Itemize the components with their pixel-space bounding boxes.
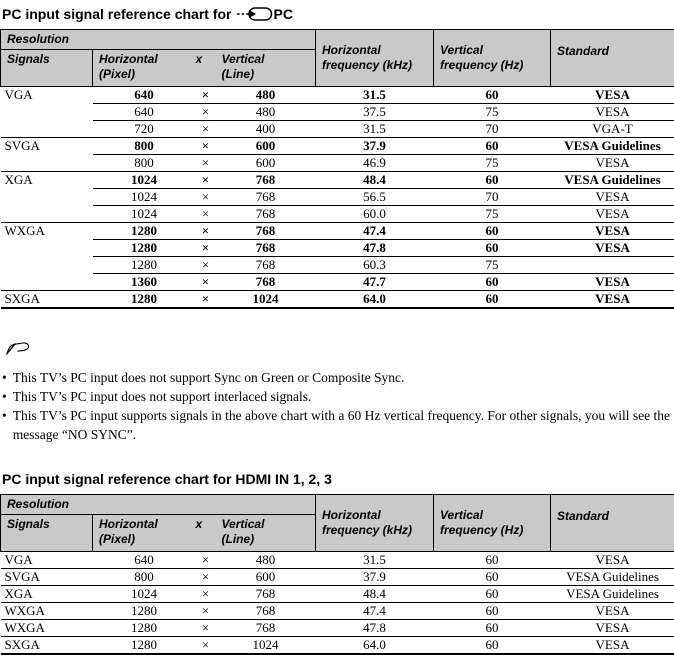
cell-h-frequency: 48.4: [316, 586, 434, 603]
cell-standard: VESA: [551, 603, 674, 620]
bullet-glyph: •: [2, 408, 7, 423]
table-row: [1, 138, 674, 155]
cell-times: ×: [196, 603, 216, 620]
cell-times: ×: [196, 637, 216, 655]
cell-h-frequency: 47.4: [316, 223, 434, 240]
note-text: This TV’s PC input does not support interlaced signals.: [12, 389, 312, 404]
cell-standard: VESA: [551, 87, 674, 104]
cell-vertical-line: 768: [216, 620, 316, 637]
pc-chart-title-text: PC input signal reference chart for: [2, 6, 232, 22]
cell-vertical-line: 600: [216, 138, 316, 155]
cell-times: ×: [196, 240, 216, 257]
hdmi-signal-table-body: [1, 552, 674, 655]
pc-signal-table-header: [1, 30, 674, 87]
header-signals: Signals: [1, 50, 93, 87]
cell-standard: VESA Guidelines: [551, 586, 674, 603]
cell-v-frequency: 60: [434, 172, 551, 189]
cell-signal: WXGA: [1, 603, 93, 620]
cell-signal: VGA: [1, 87, 93, 104]
cell-standard: VESA: [551, 104, 674, 121]
cell-h-frequency: 64.0: [316, 637, 434, 655]
cell-h-frequency: 64.0: [316, 291, 434, 309]
cell-h-frequency: 56.5: [316, 189, 434, 206]
cell-standard: VGA-T: [551, 121, 674, 138]
cell-vertical-line: 600: [216, 569, 316, 586]
cell-vertical-line: 480: [216, 87, 316, 104]
cell-horizontal-pixel: 640: [93, 104, 196, 121]
cell-vertical-line: 768: [216, 257, 316, 274]
pc-chart-title: [2, 6, 674, 22]
cell-signal: [1, 274, 93, 291]
table-row: [1, 240, 674, 257]
cell-h-frequency: 31.5: [316, 87, 434, 104]
cell-horizontal-pixel: 1360: [93, 274, 196, 291]
cell-v-frequency: 70: [434, 189, 551, 206]
cell-signal: WXGA: [1, 620, 93, 637]
cell-signal: SVGA: [1, 138, 93, 155]
cell-signal: SVGA: [1, 569, 93, 586]
pc-input-icon-label: PC: [273, 6, 293, 22]
header-vertical-line: Vertical (Line): [216, 50, 316, 87]
header-times: x: [196, 50, 216, 87]
cell-h-frequency: 31.5: [316, 552, 434, 569]
cell-standard: VESA: [551, 274, 674, 291]
cell-v-frequency: 60: [434, 552, 551, 569]
cell-standard: VESA Guidelines: [551, 569, 674, 586]
cell-v-frequency: 60: [434, 291, 551, 309]
hdmi-chart-title-text: PC input signal reference chart for HDMI IN 1, 2, 3: [2, 471, 332, 487]
cell-horizontal-pixel: 1280: [93, 291, 196, 309]
cell-signal: [1, 189, 93, 206]
cell-horizontal-pixel: 1024: [93, 172, 196, 189]
cell-signal: [1, 104, 93, 121]
cell-standard: VESA: [551, 637, 674, 655]
cell-vertical-line: 480: [216, 552, 316, 569]
cell-v-frequency: 60: [434, 569, 551, 586]
bullet-glyph: •: [2, 370, 7, 385]
cell-standard: VESA Guidelines: [551, 172, 674, 189]
cell-signal: [1, 206, 93, 223]
table-row: [1, 257, 674, 274]
cell-v-frequency: 60: [434, 274, 551, 291]
notes-section: [2, 368, 674, 444]
cell-vertical-line: 768: [216, 586, 316, 603]
table-row: [1, 637, 674, 655]
cell-h-frequency: 31.5: [316, 121, 434, 138]
note-text: This TV’s PC input does not support Sync on Green or Composite Sync.: [12, 370, 405, 385]
table-row: [1, 223, 674, 240]
cell-v-frequency: 60: [434, 87, 551, 104]
cell-horizontal-pixel: 640: [93, 552, 196, 569]
table-row: [1, 155, 674, 172]
cell-horizontal-pixel: 1280: [93, 240, 196, 257]
cell-v-frequency: 60: [434, 637, 551, 655]
cell-times: ×: [196, 274, 216, 291]
bullet-glyph: •: [2, 389, 7, 404]
cell-horizontal-pixel: 720: [93, 121, 196, 138]
cell-vertical-line: 768: [216, 274, 316, 291]
cell-times: ×: [196, 291, 216, 309]
table-row: [1, 291, 674, 309]
header-horizontal-frequency: Horizontal frequency (kHz): [316, 495, 434, 552]
note-item: [2, 368, 674, 387]
cell-signal: SXGA: [1, 291, 93, 309]
cell-vertical-line: 1024: [216, 291, 316, 309]
cell-signal: XGA: [1, 172, 93, 189]
cell-times: ×: [196, 172, 216, 189]
cell-vertical-line: 768: [216, 603, 316, 620]
hdmi-signal-table-header: [1, 495, 674, 552]
cell-h-frequency: 60.0: [316, 206, 434, 223]
cell-horizontal-pixel: 800: [93, 138, 196, 155]
cell-vertical-line: 768: [216, 240, 316, 257]
cell-times: ×: [196, 155, 216, 172]
cell-h-frequency: 37.9: [316, 569, 434, 586]
header-horizontal-pixel: Horizontal (Pixel): [93, 50, 196, 87]
cell-v-frequency: 60: [434, 603, 551, 620]
pc-input-icon: [236, 6, 273, 22]
cell-standard: VESA: [551, 240, 674, 257]
hdmi-signal-table: [0, 494, 674, 655]
cell-signal: [1, 155, 93, 172]
cell-horizontal-pixel: 1280: [93, 620, 196, 637]
cell-times: ×: [196, 620, 216, 637]
table-row: [1, 586, 674, 603]
cell-times: ×: [196, 206, 216, 223]
cell-standard: VESA: [551, 620, 674, 637]
cell-v-frequency: 75: [434, 257, 551, 274]
header-vertical-line: Vertical (Line): [216, 515, 316, 552]
cell-h-frequency: 47.4: [316, 603, 434, 620]
header-horizontal-frequency: Horizontal frequency (kHz): [316, 30, 434, 87]
cell-v-frequency: 75: [434, 104, 551, 121]
cell-horizontal-pixel: 1280: [93, 223, 196, 240]
cell-signal: VGA: [1, 552, 93, 569]
cell-horizontal-pixel: 1280: [93, 637, 196, 655]
cell-signal: [1, 240, 93, 257]
cell-v-frequency: 60: [434, 620, 551, 637]
header-signals: Signals: [1, 515, 93, 552]
cell-signal: WXGA: [1, 223, 93, 240]
cell-standard: VESA: [551, 552, 674, 569]
cell-h-frequency: 47.8: [316, 620, 434, 637]
header-vertical-frequency: Vertical frequency (Hz): [434, 495, 551, 552]
cell-vertical-line: 768: [216, 172, 316, 189]
hdmi-chart-title: [2, 471, 674, 487]
cell-h-frequency: 37.9: [316, 138, 434, 155]
cell-times: ×: [196, 586, 216, 603]
cell-horizontal-pixel: 800: [93, 569, 196, 586]
header-standard: Standard: [551, 30, 674, 87]
table-row: [1, 569, 674, 586]
cell-vertical-line: 1024: [216, 637, 316, 655]
note-item: [2, 387, 674, 406]
table-row: [1, 603, 674, 620]
cell-h-frequency: 37.5: [316, 104, 434, 121]
header-horizontal-pixel: Horizontal (Pixel): [93, 515, 196, 552]
cell-times: ×: [196, 104, 216, 121]
cell-signal: [1, 257, 93, 274]
table-row: [1, 274, 674, 291]
cell-standard: VESA: [551, 291, 674, 309]
header-standard: Standard: [551, 495, 674, 552]
cell-v-frequency: 60: [434, 138, 551, 155]
table-row: [1, 620, 674, 637]
cell-times: ×: [196, 121, 216, 138]
cell-times: ×: [196, 257, 216, 274]
cell-times: ×: [196, 223, 216, 240]
writing-hand-note-icon: [4, 339, 674, 362]
cell-vertical-line: 768: [216, 223, 316, 240]
cell-vertical-line: 768: [216, 189, 316, 206]
cell-times: ×: [196, 189, 216, 206]
cell-h-frequency: 60.3: [316, 257, 434, 274]
header-resolution: Resolution: [1, 30, 316, 50]
cell-horizontal-pixel: 1024: [93, 586, 196, 603]
cell-v-frequency: 60: [434, 586, 551, 603]
table-row: [1, 189, 674, 206]
table-row: [1, 121, 674, 138]
cell-h-frequency: 46.9: [316, 155, 434, 172]
cell-standard: VESA: [551, 223, 674, 240]
cell-horizontal-pixel: 800: [93, 155, 196, 172]
cell-times: ×: [196, 138, 216, 155]
pc-signal-table: [0, 29, 674, 309]
cell-standard: VESA: [551, 155, 674, 172]
cell-standard: VESA Guidelines: [551, 138, 674, 155]
cell-v-frequency: 75: [434, 155, 551, 172]
cell-signal: [1, 121, 93, 138]
header-times: x: [196, 515, 216, 552]
cell-vertical-line: 480: [216, 104, 316, 121]
cell-horizontal-pixel: 640: [93, 87, 196, 104]
cell-horizontal-pixel: 1024: [93, 189, 196, 206]
cell-standard: [551, 257, 674, 274]
cell-h-frequency: 47.8: [316, 240, 434, 257]
table-row: [1, 104, 674, 121]
cell-signal: SXGA: [1, 637, 93, 655]
cell-h-frequency: 47.7: [316, 274, 434, 291]
cell-times: ×: [196, 552, 216, 569]
cell-standard: VESA: [551, 206, 674, 223]
cell-v-frequency: 60: [434, 240, 551, 257]
cell-vertical-line: 768: [216, 206, 316, 223]
cell-vertical-line: 600: [216, 155, 316, 172]
table-row: [1, 552, 674, 569]
cell-horizontal-pixel: 1280: [93, 603, 196, 620]
table-row: [1, 206, 674, 223]
note-text: This TV’s PC input supports signals in the above chart with a 60 Hz vertical frequency. For other signals, you will see the message “NO SYNC”.: [12, 408, 670, 442]
table-row: [1, 172, 674, 189]
cell-v-frequency: 60: [434, 223, 551, 240]
pc-signal-table-body: [1, 87, 674, 309]
cell-vertical-line: 400: [216, 121, 316, 138]
cell-horizontal-pixel: 1024: [93, 206, 196, 223]
header-vertical-frequency: Vertical frequency (Hz): [434, 30, 551, 87]
cell-v-frequency: 70: [434, 121, 551, 138]
header-resolution: Resolution: [1, 495, 316, 515]
cell-h-frequency: 48.4: [316, 172, 434, 189]
note-item: [2, 406, 674, 444]
cell-standard: VESA: [551, 189, 674, 206]
table-row: [1, 87, 674, 104]
cell-times: ×: [196, 569, 216, 586]
cell-horizontal-pixel: 1280: [93, 257, 196, 274]
cell-times: ×: [196, 87, 216, 104]
cell-signal: XGA: [1, 586, 93, 603]
cell-v-frequency: 75: [434, 206, 551, 223]
